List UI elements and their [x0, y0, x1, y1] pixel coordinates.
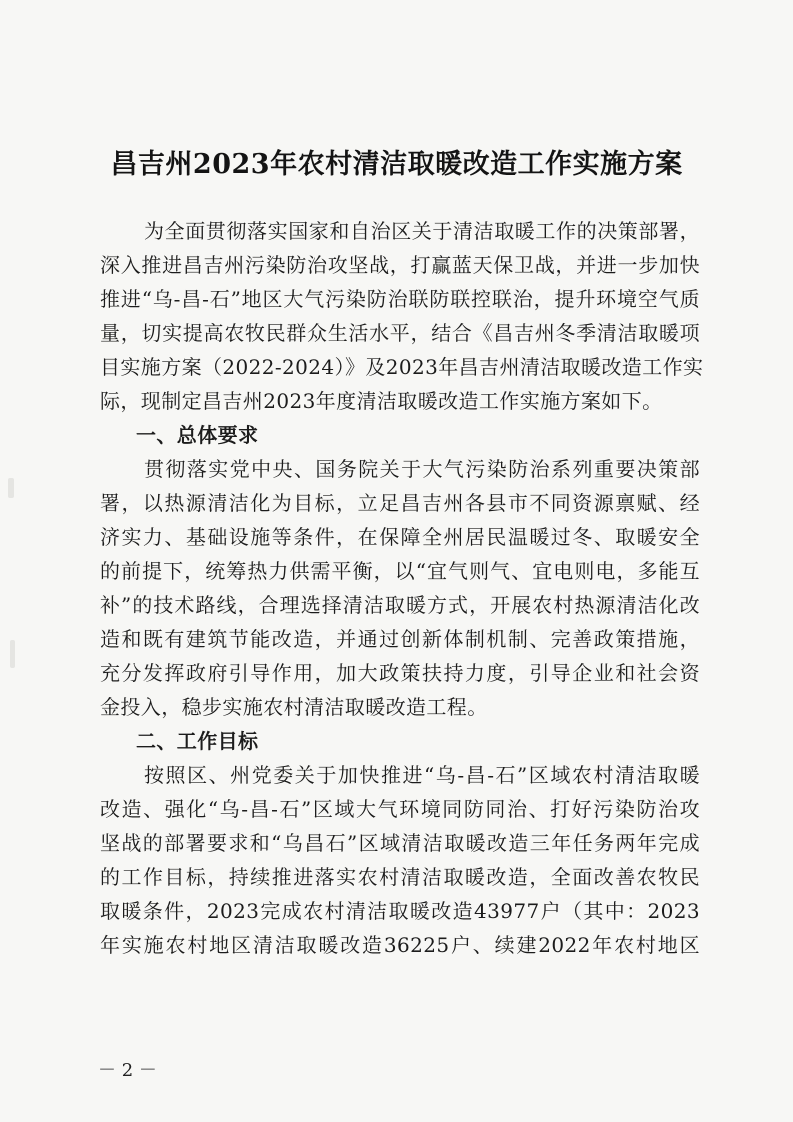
paragraph-line: 取暖条件，2023完成农村清洁取暖改造43977户（其中：2023 [100, 899, 700, 923]
paragraph-line: 推进“乌-昌-石”地区大气污染防治联防联控联治，提升环境空气质 [100, 287, 700, 311]
paragraph-line: 补”的技术路线，合理选择清洁取暖方式，开展农村热源清洁化改 [100, 593, 700, 617]
paragraph-line: 目实施方案（2022-2024）》及2023年昌吉州清洁取暖改造工作实 [100, 355, 704, 379]
paragraph-line: 的前提下，统筹热力供需平衡，以“宜气则气、宜电则电，多能互 [100, 559, 700, 583]
paragraph-line: 的工作目标，持续推进落实农村清洁取暖改造，全面改善农牧民 [100, 865, 700, 889]
paragraph-line: 为全面贯彻落实国家和自治区关于清洁取暖工作的决策部署， [144, 219, 700, 243]
paragraph-line: 坚战的部署要求和“乌昌石”区域清洁取暖改造三年任务两年完成 [100, 831, 700, 855]
paragraph-line: 年实施农村地区清洁取暖改造36225户、续建2022年农村地区 [100, 933, 700, 957]
scan-smudge [10, 640, 15, 668]
paragraph-line: 金投入，稳步实施农村清洁取暖改造工程。 [100, 695, 488, 719]
paragraph-line: 际，现制定昌吉州2023年度清洁取暖改造工作实施方案如下。 [100, 389, 663, 413]
document-body [100, 214, 704, 962]
paragraph-line: 充分发挥政府引导作用，加大政策扶持力度，引导企业和社会资 [100, 661, 700, 685]
section-heading: 一、总体要求 [136, 423, 259, 447]
section-heading: 二、工作目标 [136, 729, 259, 753]
paragraph-line: 深入推进昌吉州污染防治攻坚战，打赢蓝天保卫战，并进一步加快 [100, 253, 700, 277]
page-number: － 2 － [98, 1060, 157, 1081]
paragraph-line: 量，切实提高农牧民群众生活水平，结合《昌吉州冬季清洁取暖项 [100, 321, 700, 345]
scan-smudge [8, 478, 14, 498]
paragraph-line: 按照区、州党委关于加快推进“乌-昌-石”区域农村清洁取暖 [144, 763, 700, 787]
paragraph-line: 济实力、基础设施等条件，在保障全州居民温暖过冬、取暖安全 [100, 525, 700, 549]
paragraph-line: 改造、强化“乌-昌-石”区域大气环境同防同治、打好污染防治攻 [100, 797, 700, 821]
paragraph-line: 署，以热源清洁化为目标，立足昌吉州各县市不同资源禀赋、经 [100, 491, 700, 515]
paragraph-line: 造和既有建筑节能改造，并通过创新体制机制、完善政策措施， [100, 627, 700, 651]
document-title: 昌吉州2023年农村清洁取暖改造工作实施方案 [110, 149, 683, 180]
paragraph-line: 贯彻落实党中央、国务院关于大气污染防治系列重要决策部 [144, 457, 700, 481]
